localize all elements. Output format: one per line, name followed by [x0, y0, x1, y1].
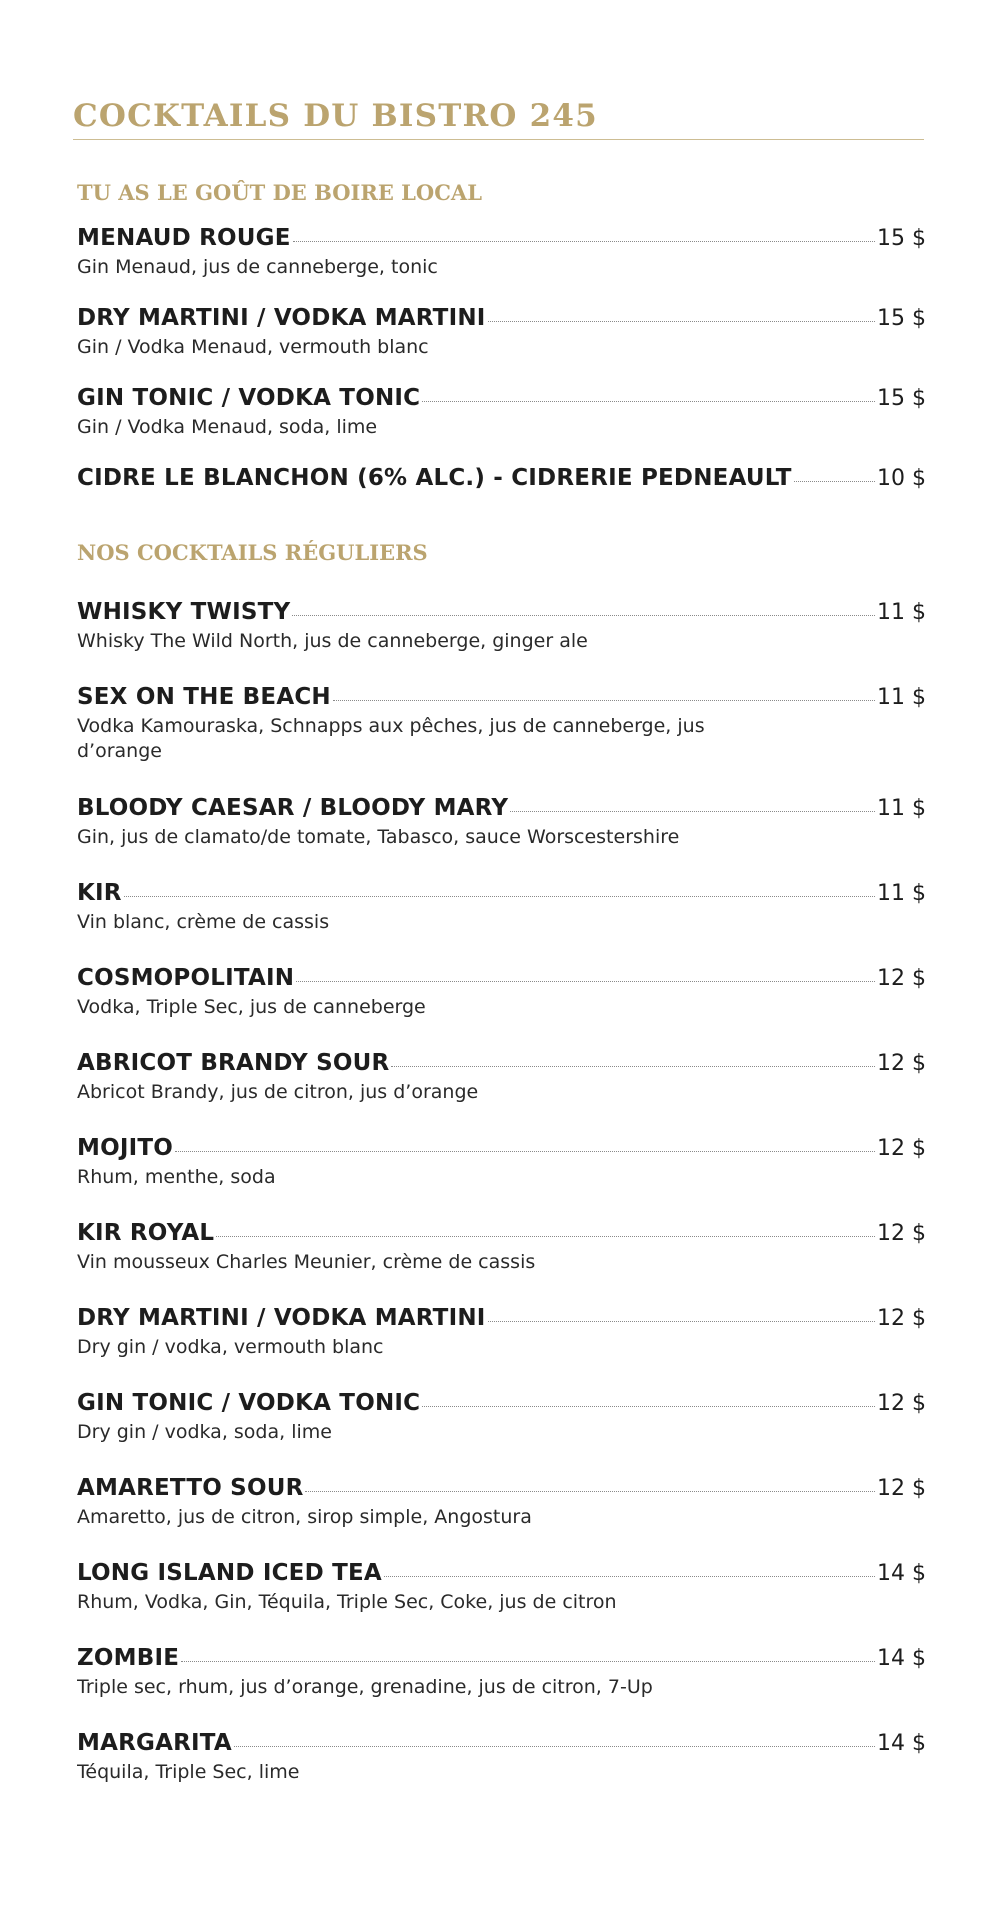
item-name: GIN TONIC / VODKA TONIC — [77, 385, 421, 411]
menu-item — [77, 1475, 926, 1530]
menu-title: COCKTAILS DU BISTRO 245 — [73, 98, 598, 134]
menu-item — [77, 1390, 926, 1445]
menu-item — [77, 684, 926, 764]
menu-item — [77, 599, 926, 654]
dot-leader — [234, 1745, 875, 1747]
item-description: Triple sec, rhum, jus d’orange, grenadine, jus de citron, 7-Up — [77, 1676, 653, 1698]
item-description: Rhum, menthe, soda — [77, 1166, 276, 1188]
item-description: Gin / Vodka Menaud, vermouth blanc — [77, 336, 429, 358]
item-price: 12 $ — [877, 1221, 926, 1246]
menu-item — [77, 385, 926, 440]
item-description: Vin blanc, crème de cassis — [77, 911, 330, 933]
menu-item — [77, 965, 926, 1020]
item-name: DRY MARTINI / VODKA MARTINI — [77, 305, 486, 331]
item-description: Abricot Brandy, jus de citron, jus d’orange — [77, 1081, 479, 1103]
dot-leader — [296, 980, 875, 982]
dot-leader — [794, 480, 875, 482]
item-description: Vin mousseux Charles Meunier, crème de cassis — [77, 1251, 536, 1273]
item-description: Rhum, Vodka, Gin, Téquila, Triple Sec, Coke, jus de citron — [77, 1591, 617, 1613]
item-price: 11 $ — [877, 600, 926, 625]
menu-item — [77, 795, 926, 850]
title-divider — [73, 139, 924, 140]
item-name: GIN TONIC / VODKA TONIC — [77, 1390, 421, 1416]
item-name: AMARETTO SOUR — [77, 1475, 304, 1501]
dot-leader — [292, 614, 875, 616]
item-name: COSMOPOLITAIN — [77, 965, 295, 991]
item-price: 11 $ — [877, 796, 926, 821]
item-name: DRY MARTINI / VODKA MARTINI — [77, 1305, 486, 1331]
item-name: WHISKY TWISTY — [77, 599, 291, 625]
item-description: Whisky The Wild North, jus de canneberge, ginger ale — [77, 630, 588, 652]
item-price: 11 $ — [877, 685, 926, 710]
item-description: Gin / Vodka Menaud, soda, lime — [77, 416, 378, 438]
item-price: 12 $ — [877, 1476, 926, 1501]
item-description: Amaretto, jus de citron, sirop simple, Angostura — [77, 1506, 532, 1528]
item-description: Téquila, Triple Sec, lime — [77, 1761, 300, 1783]
dot-leader — [124, 895, 875, 897]
item-name: CIDRE LE BLANCHON (6% ALC.) - CIDRERIE PEDNEAULT — [77, 465, 792, 491]
item-name: BLOODY CAESAR / BLOODY MARY — [77, 795, 509, 821]
dot-leader — [488, 1320, 875, 1322]
item-price: 15 $ — [877, 226, 926, 251]
item-price: 14 $ — [877, 1646, 926, 1671]
item-price: 12 $ — [877, 966, 926, 991]
item-price: 15 $ — [877, 386, 926, 411]
item-description: Vodka, Triple Sec, jus de canneberge — [77, 996, 426, 1018]
item-price: 14 $ — [877, 1731, 926, 1756]
item-name: MOJITO — [77, 1135, 173, 1161]
dot-leader — [181, 1660, 875, 1662]
item-name: KIR ROYAL — [77, 1220, 215, 1246]
item-description: Gin Menaud, jus de canneberge, tonic — [77, 256, 438, 278]
menu-item — [77, 225, 926, 280]
item-description: Dry gin / vodka, soda, lime — [77, 1421, 332, 1443]
item-name: MENAUD ROUGE — [77, 225, 291, 251]
item-price: 10 $ — [877, 466, 926, 491]
menu-item — [77, 1645, 926, 1700]
item-name: ABRICOT BRANDY SOUR — [77, 1050, 390, 1076]
item-name: LONG ISLAND ICED TEA — [77, 1560, 382, 1586]
dot-leader — [333, 699, 875, 701]
item-description: Gin, jus de clamato/de tomate, Tabasco, sauce Worscestershire — [77, 826, 680, 848]
menu-item — [77, 880, 926, 935]
section-title-regular: NOS COCKTAILS RÉGULIERS — [77, 540, 428, 565]
item-price: 12 $ — [877, 1306, 926, 1331]
item-description: Vodka Kamouraska, Schnapps aux pêches, jus de canneberge, jus d’orange — [77, 715, 705, 762]
item-price: 12 $ — [877, 1051, 926, 1076]
menu-item — [77, 1220, 926, 1275]
section-title-local: TU AS LE GOÛT DE BOIRE LOCAL — [77, 180, 482, 205]
item-name: ZOMBIE — [77, 1645, 180, 1671]
dot-leader — [305, 1490, 875, 1492]
item-name: SEX ON THE BEACH — [77, 684, 331, 710]
dot-leader — [391, 1065, 875, 1067]
dot-leader — [488, 320, 875, 322]
menu-item — [77, 1305, 926, 1360]
dot-leader — [510, 810, 875, 812]
menu-item — [77, 465, 926, 495]
dot-leader — [422, 1405, 875, 1407]
menu-item — [77, 1050, 926, 1105]
menu-item — [77, 1135, 926, 1190]
item-price: 12 $ — [877, 1136, 926, 1161]
item-price: 14 $ — [877, 1561, 926, 1586]
dot-leader — [175, 1150, 875, 1152]
dot-leader — [216, 1235, 875, 1237]
item-name: MARGARITA — [77, 1730, 232, 1756]
item-price: 11 $ — [877, 881, 926, 906]
item-price: 15 $ — [877, 306, 926, 331]
dot-leader — [384, 1575, 875, 1577]
menu-item — [77, 1730, 926, 1785]
item-price: 12 $ — [877, 1391, 926, 1416]
menu-item — [77, 1560, 926, 1615]
dot-leader — [293, 240, 875, 242]
dot-leader — [422, 400, 875, 402]
item-description: Dry gin / vodka, vermouth blanc — [77, 1336, 384, 1358]
menu-item — [77, 305, 926, 360]
item-name: KIR — [77, 880, 122, 906]
